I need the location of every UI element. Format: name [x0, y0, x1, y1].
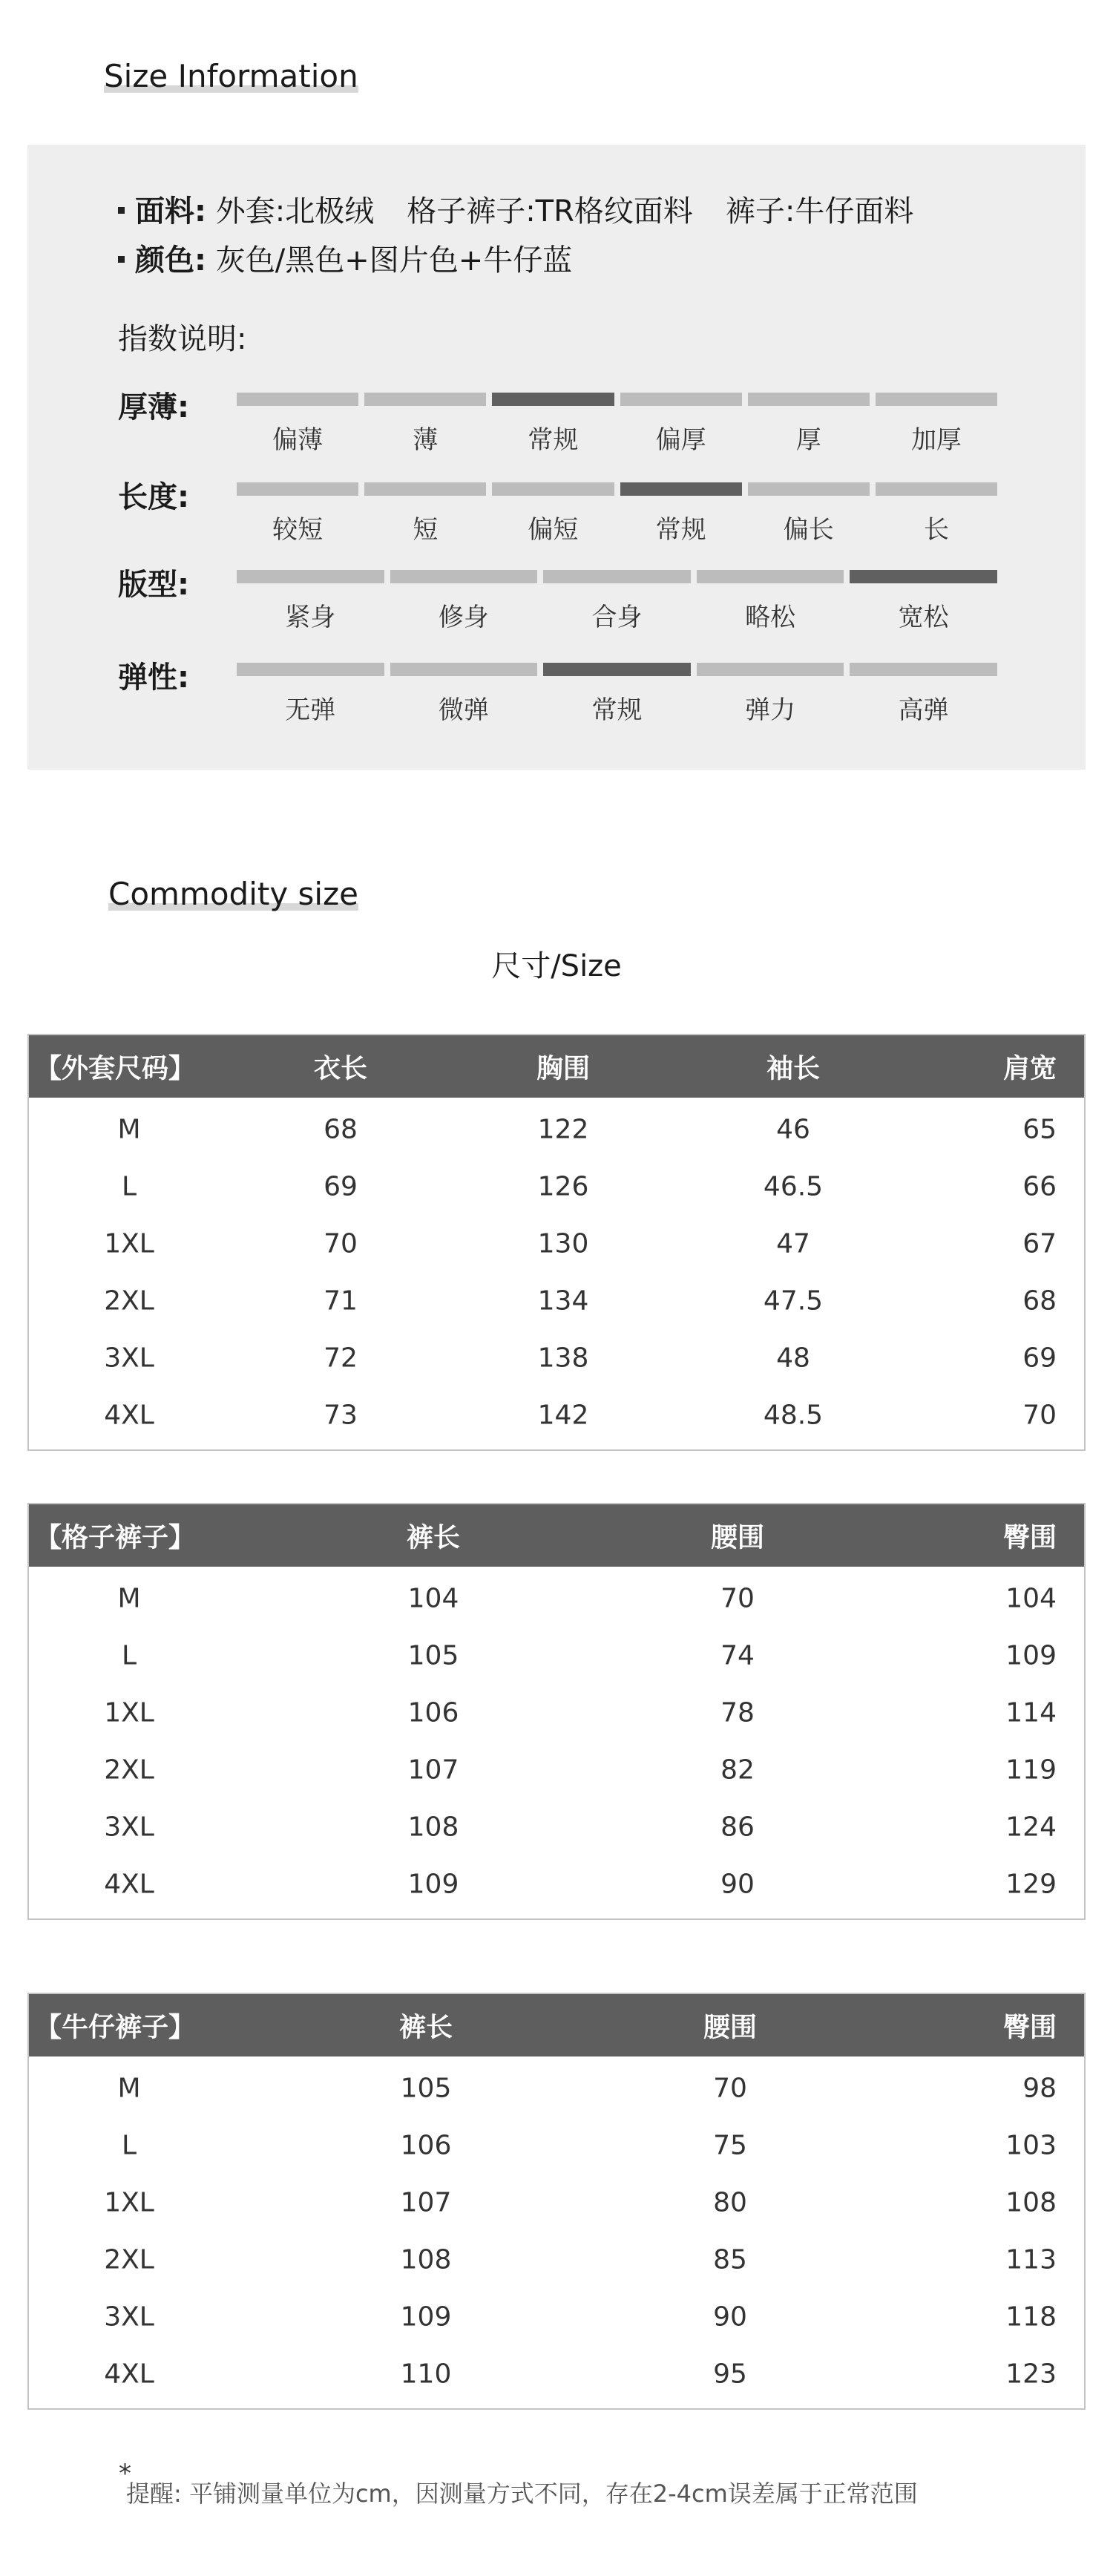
index-option	[850, 663, 997, 730]
measurement-note	[119, 2459, 918, 2509]
table-cell: 109	[400, 2301, 452, 2332]
table-cell: 86	[720, 1812, 755, 1842]
index-label: 长度:	[118, 480, 189, 514]
table-cell: 72	[324, 1343, 358, 1373]
index-option	[492, 393, 614, 459]
index-bar	[620, 482, 742, 496]
table-cell: 47.5	[763, 1285, 824, 1316]
table-header	[29, 1994, 1084, 2056]
table-cell: 103	[1005, 2130, 1057, 2160]
index-option-label: 偏短	[528, 515, 579, 545]
table-row	[29, 1386, 1084, 1443]
table-cell: 69	[1022, 1343, 1057, 1373]
index-bar	[697, 570, 844, 583]
measurement-note-text: 提醒: 平铺测量单位为cm，因测量方式不同，存在2-4cm误差属于正常范围	[126, 2480, 918, 2508]
table-cell: 73	[324, 1400, 358, 1430]
index-option	[237, 482, 358, 549]
table-cell: 122	[537, 1114, 589, 1144]
index-option	[492, 482, 614, 549]
column-header: 臀围	[1002, 2012, 1057, 2043]
fabric-line	[118, 188, 913, 230]
index-option-label: 加厚	[910, 425, 962, 455]
index-label: 版型:	[118, 568, 189, 602]
table-cell: 48.5	[763, 1400, 824, 1430]
index-label: 厚薄:	[118, 390, 189, 425]
table-cell: 106	[400, 2130, 452, 2160]
table-cell: 105	[400, 2073, 452, 2103]
table-row	[29, 1855, 1084, 1913]
table-header	[29, 1035, 1084, 1098]
size-information-panel	[27, 145, 1086, 770]
index-option	[237, 570, 384, 637]
index-option-label: 较短	[272, 515, 324, 545]
table-cell: 46	[776, 1114, 810, 1144]
table-row	[29, 2059, 1084, 2117]
table-row	[29, 1798, 1084, 1855]
column-header: 腰围	[710, 1522, 765, 1553]
table-cell: 134	[537, 1285, 589, 1316]
index-scale	[237, 663, 997, 730]
table-cell: 4XL	[104, 1400, 154, 1430]
column-header: 胸围	[536, 1053, 591, 1084]
table-row	[29, 1101, 1084, 1158]
table-row	[29, 2117, 1084, 2174]
index-option	[876, 393, 997, 459]
table-row	[29, 1158, 1084, 1215]
denim-pants-size-table	[27, 1993, 1086, 2410]
table-cell: 66	[1022, 1171, 1057, 1202]
column-header: 肩宽	[1002, 1053, 1057, 1084]
table-cell: 85	[713, 2244, 747, 2275]
table-cell: 80	[713, 2187, 747, 2218]
index-option-label: 修身	[438, 603, 489, 632]
table-cell: 109	[1005, 1640, 1057, 1671]
column-header: 腰围	[703, 2012, 758, 2043]
size-information-heading	[104, 58, 358, 94]
table-cell: 74	[720, 1640, 755, 1671]
index-bar	[543, 570, 691, 583]
column-header: 【格子裤子】	[35, 1522, 196, 1553]
index-bar	[237, 570, 384, 583]
color-line	[118, 237, 572, 279]
table-cell: 68	[1022, 1285, 1057, 1316]
index-bar	[492, 482, 614, 496]
table-cell: M	[117, 1583, 141, 1613]
index-bar	[620, 393, 742, 406]
table-cell: 47	[776, 1228, 810, 1259]
table-cell: 78	[720, 1697, 755, 1728]
index-option	[543, 663, 691, 730]
table-cell: 46.5	[763, 1171, 824, 1202]
index-option	[697, 570, 844, 637]
commodity-size-heading	[108, 876, 358, 912]
index-row-elasticity	[118, 654, 1031, 728]
table-row	[29, 1215, 1084, 1272]
table-cell: 3XL	[104, 1812, 154, 1842]
table-row	[29, 2345, 1084, 2402]
index-option-label: 偏薄	[272, 425, 324, 455]
table-cell: 107	[400, 2187, 452, 2218]
table-cell: 98	[1022, 2073, 1057, 2103]
table-cell: 130	[537, 1228, 589, 1259]
table-cell: 67	[1022, 1228, 1057, 1259]
table-cell: 70	[713, 2073, 747, 2103]
table-cell: 104	[1005, 1583, 1057, 1613]
index-option-label: 合身	[591, 603, 643, 632]
index-bar	[237, 482, 358, 496]
index-row-fit	[118, 561, 1031, 635]
column-header: 臀围	[1002, 1522, 1057, 1553]
index-option	[748, 393, 870, 459]
table-cell: 2XL	[104, 1285, 154, 1316]
index-scale	[237, 570, 997, 637]
index-row-length	[118, 473, 1031, 548]
table-header	[29, 1504, 1084, 1567]
index-option-label: 薄	[413, 425, 439, 455]
table-row	[29, 1627, 1084, 1684]
index-option-label: 紧身	[285, 603, 336, 632]
index-option-label: 高弹	[898, 695, 949, 725]
table-row	[29, 1272, 1084, 1329]
jacket-size-table	[27, 1034, 1086, 1451]
table-cell: 1XL	[104, 1697, 154, 1728]
table-cell: 108	[1005, 2187, 1057, 2218]
table-cell: 70	[1022, 1400, 1057, 1430]
index-option-label: 厚	[795, 425, 821, 455]
index-bar	[748, 393, 870, 406]
table-cell: 65	[1022, 1114, 1057, 1144]
index-option	[237, 663, 384, 730]
index-option	[748, 482, 870, 549]
table-cell: 113	[1005, 2244, 1057, 2275]
table-cell: 114	[1005, 1697, 1057, 1728]
index-option-label: 常规	[528, 425, 579, 455]
table-cell: 118	[1005, 2301, 1057, 2332]
size-information-heading-text: Size Information	[104, 58, 358, 94]
fabric-pants: 裤子:牛仔面料	[725, 194, 914, 229]
index-bar	[237, 393, 358, 406]
index-bar	[876, 393, 997, 406]
table-cell: 90	[720, 1869, 755, 1899]
index-bar	[390, 663, 538, 676]
table-row	[29, 1684, 1084, 1741]
table-cell: 129	[1005, 1869, 1057, 1899]
table-cell: 4XL	[104, 2359, 154, 2389]
index-option	[620, 393, 742, 459]
column-header: 裤长	[398, 2012, 453, 2043]
table-cell: L	[121, 1171, 137, 1202]
index-option-label: 常规	[655, 515, 706, 545]
table-cell: 71	[324, 1285, 358, 1316]
index-option	[364, 482, 486, 549]
index-bar	[876, 482, 997, 496]
index-bar	[492, 393, 614, 406]
table-cell: 48	[776, 1343, 810, 1373]
index-scale	[237, 482, 997, 549]
index-option-label: 短	[413, 515, 439, 545]
asterisk-icon: *	[119, 2459, 131, 2488]
column-header: 【牛仔裤子】	[35, 2012, 196, 2043]
table-cell: 2XL	[104, 2244, 154, 2275]
table-cell: 108	[407, 1812, 459, 1842]
table-cell: 105	[407, 1640, 459, 1671]
index-bar	[364, 393, 486, 406]
table-cell: 106	[407, 1697, 459, 1728]
plaid-pants-size-table	[27, 1503, 1086, 1920]
index-bar	[697, 663, 844, 676]
table-cell: 1XL	[104, 1228, 154, 1259]
table-cell: 70	[720, 1583, 755, 1613]
index-title: 指数说明:	[118, 322, 247, 356]
table-cell: 75	[713, 2130, 747, 2160]
table-cell: 110	[400, 2359, 452, 2389]
commodity-size-heading-text: Commodity size	[108, 876, 358, 912]
table-row	[29, 1329, 1084, 1386]
index-option	[237, 393, 358, 459]
index-row-thickness	[118, 384, 1031, 458]
index-option-label: 略松	[745, 603, 796, 632]
index-option	[543, 570, 691, 637]
table-cell: 70	[324, 1228, 358, 1259]
table-row	[29, 1570, 1084, 1627]
table-cell: 3XL	[104, 1343, 154, 1373]
fabric-plaid-pants: 格子裤子:TR格纹面料	[407, 194, 693, 229]
index-option-label: 长	[923, 515, 949, 545]
table-cell: 95	[713, 2359, 747, 2389]
table-cell: 90	[713, 2301, 747, 2332]
index-bar	[850, 570, 997, 583]
index-label: 弹性:	[118, 661, 189, 695]
table-cell: 119	[1005, 1754, 1057, 1785]
table-cell: 107	[407, 1754, 459, 1785]
column-header: 【外套尺码】	[35, 1053, 196, 1084]
index-option-label: 常规	[591, 695, 643, 725]
index-option	[620, 482, 742, 549]
index-option-label: 偏厚	[655, 425, 706, 455]
size-title: 尺寸/Size	[491, 949, 622, 983]
fabric-label: 面料:	[135, 194, 206, 229]
color-label: 颜色:	[135, 243, 206, 278]
table-cell: 68	[324, 1114, 358, 1144]
table-cell: M	[117, 1114, 141, 1144]
index-option-label: 微弹	[438, 695, 489, 725]
bullet-icon	[118, 256, 125, 263]
table-cell: L	[121, 1640, 137, 1671]
index-option-label: 弹力	[745, 695, 796, 725]
index-option	[697, 663, 844, 730]
index-option	[850, 570, 997, 637]
table-cell: M	[117, 2073, 141, 2103]
table-cell: 108	[400, 2244, 452, 2275]
table-cell: 4XL	[104, 1869, 154, 1899]
table-cell: L	[121, 2130, 137, 2160]
index-option	[364, 393, 486, 459]
index-option	[390, 663, 538, 730]
table-cell: 138	[537, 1343, 589, 1373]
column-header: 衣长	[313, 1053, 368, 1084]
table-cell: 109	[407, 1869, 459, 1899]
index-bar	[364, 482, 486, 496]
index-option-label: 偏长	[783, 515, 834, 545]
table-cell: 142	[537, 1400, 589, 1430]
table-row	[29, 1741, 1084, 1798]
index-option	[390, 570, 538, 637]
table-cell: 104	[407, 1583, 459, 1613]
table-row	[29, 2231, 1084, 2288]
table-cell: 69	[324, 1171, 358, 1202]
table-row	[29, 2288, 1084, 2345]
table-cell: 1XL	[104, 2187, 154, 2218]
table-cell: 124	[1005, 1812, 1057, 1842]
index-bar	[748, 482, 870, 496]
table-cell: 123	[1005, 2359, 1057, 2389]
table-row	[29, 2174, 1084, 2231]
table-cell: 126	[537, 1171, 589, 1202]
index-scale	[237, 393, 997, 459]
index-option	[876, 482, 997, 549]
bullet-icon	[118, 207, 125, 214]
column-header: 袖长	[766, 1053, 821, 1084]
index-bar	[850, 663, 997, 676]
table-cell: 82	[720, 1754, 755, 1785]
index-option-label: 无弹	[285, 695, 336, 725]
index-option-label: 宽松	[898, 603, 949, 632]
index-bar	[390, 570, 538, 583]
table-cell: 3XL	[104, 2301, 154, 2332]
color-value: 灰色/黑色+图片色+牛仔蓝	[215, 243, 573, 278]
index-bar	[543, 663, 691, 676]
column-header: 裤长	[406, 1522, 461, 1553]
index-bar	[237, 663, 384, 676]
fabric-jacket: 外套:北极绒	[215, 194, 375, 229]
table-cell: 2XL	[104, 1754, 154, 1785]
